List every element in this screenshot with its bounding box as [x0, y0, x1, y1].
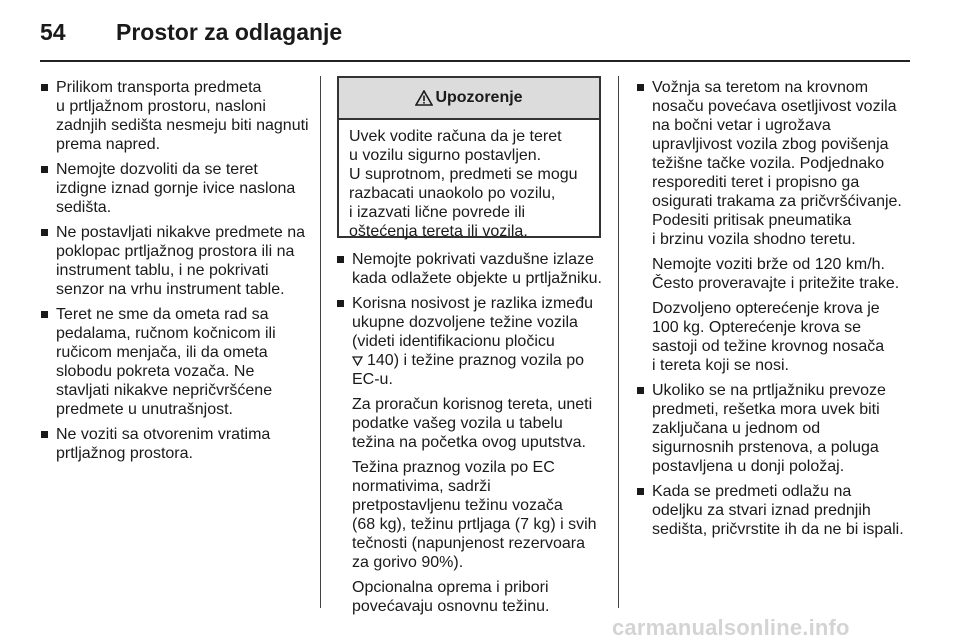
bullet-icon — [637, 84, 644, 91]
bullet-icon — [337, 256, 344, 263]
bullet-icon — [637, 488, 644, 495]
bullet-icon — [637, 387, 644, 394]
list-item: Ne postavljati nikakve predmete na poklopac prtljažnog prostora ili na instrument tablu, i ne pokrivati senzor na vrhu instrument table. — [40, 223, 310, 299]
page-reference-icon — [352, 355, 363, 366]
column-divider-left — [320, 76, 321, 608]
list-item: Kada se predmeti odlažu na odeljku za stvari iznad prednjih sedišta, pričvrstite ih da ne bi ispali. — [636, 482, 916, 539]
list-item: Nemojte pokrivati vazdušne izlaze kada odlažete objekte u prtljažniku. — [336, 250, 606, 288]
bullet-icon — [41, 166, 48, 173]
warning-header — [339, 78, 599, 120]
bullet-icon — [41, 84, 48, 91]
paragraph: Težina praznog vozila po EC normativima, sadrži pretpostavljenu težinu vozača (68 kg), težinu prtljaga (7 kg) i svih tečnosti (napunjenost rezervoara za gorivo 90%). — [352, 459, 597, 571]
column-left — [40, 78, 310, 469]
warning-title: Upozorenje — [435, 89, 523, 106]
list-item: Ne voziti sa otvorenim vratima prtljažnog prostora. — [40, 425, 310, 463]
list-item: Korisna nosivost je razlika između ukupne dozvoljene težine vozila (videti identifikacionu pločicu 140) i težine praznog vozila po EC-u. — [336, 294, 606, 389]
bullet-icon — [41, 431, 48, 438]
paragraph: Dozvoljeno opterećenje krova je 100 kg. Opterećenje krova se sastoji od težine krovnog nosača i tereta koji se nosi. — [652, 300, 885, 374]
warning-text: Uvek vodite računa da je teret u vozilu sigurno postavljen. U suprotnom, predmeti se mogu razbacati unaokolo po vozilu, i izazvati lične povrede ili oštećenja tereta ili vozila. — [349, 128, 578, 240]
list-item: Teret ne sme da ometa rad sa pedalama, ručnom kočnicom ili ručicom menjača, ili da ometa slobodu pokreta vozača. Ne stavljati nikakve nepričvršćene predmete u unutrašnjost. — [40, 305, 310, 419]
page-header — [0, 0, 960, 62]
header-divider — [40, 60, 910, 62]
column-right — [636, 78, 916, 545]
paragraph: Nemojte voziti brže od 120 km/h. Često proveravajte i pritežite trake. — [652, 256, 900, 292]
column-divider-right — [618, 76, 619, 608]
column-middle — [336, 250, 606, 622]
warning-triangle-icon — [415, 90, 433, 106]
list-item: Vožnja sa teretom na krovnom nosaču povećava osetljivost vozila na bočni vetar i ugrožava upravljivost vozila zbog povišenja težišne tačke vozila. Podjednako resporediti teret i propisno ga osigurati trakama za pričvršćivanje. Podesiti pritisak pneumatika i brzinu vozila shodno teretu. — [636, 78, 916, 249]
list-item: Prilikom transporta predmeta u prtljažnom prostoru, nasloni zadnjih sedišta nesmeju biti nagnuti prema napred. — [40, 78, 310, 154]
page-title: Prostor za odlaganje — [116, 19, 343, 45]
page-number: 54 — [40, 19, 66, 45]
watermark: carmanualsonline.info — [612, 615, 850, 640]
bullet-icon — [337, 300, 344, 307]
bullet-icon — [41, 311, 48, 318]
list-item: Ukoliko se na prtljažniku prevoze predmeti, rešetka mora uvek biti zaključana u jednom od sigurnosnih prstenova, a poluga postavljena u donji položaj. — [636, 381, 916, 476]
bullet-icon — [41, 229, 48, 236]
paragraph: Za proračun korisnog tereta, uneti podatke vašeg vozila u tabelu težina na početka ovog uputstva. — [352, 396, 593, 451]
warning-box — [337, 76, 601, 238]
page-reference[interactable]: 140) i težine praznog vozila po — [352, 351, 606, 370]
list-item: Nemojte dozvoliti da se teret izdigne iznad gornje ivice naslona sedišta. — [40, 160, 310, 217]
paragraph: Opcionalna oprema i pribori povećavaju osnovnu težinu. — [352, 579, 550, 615]
